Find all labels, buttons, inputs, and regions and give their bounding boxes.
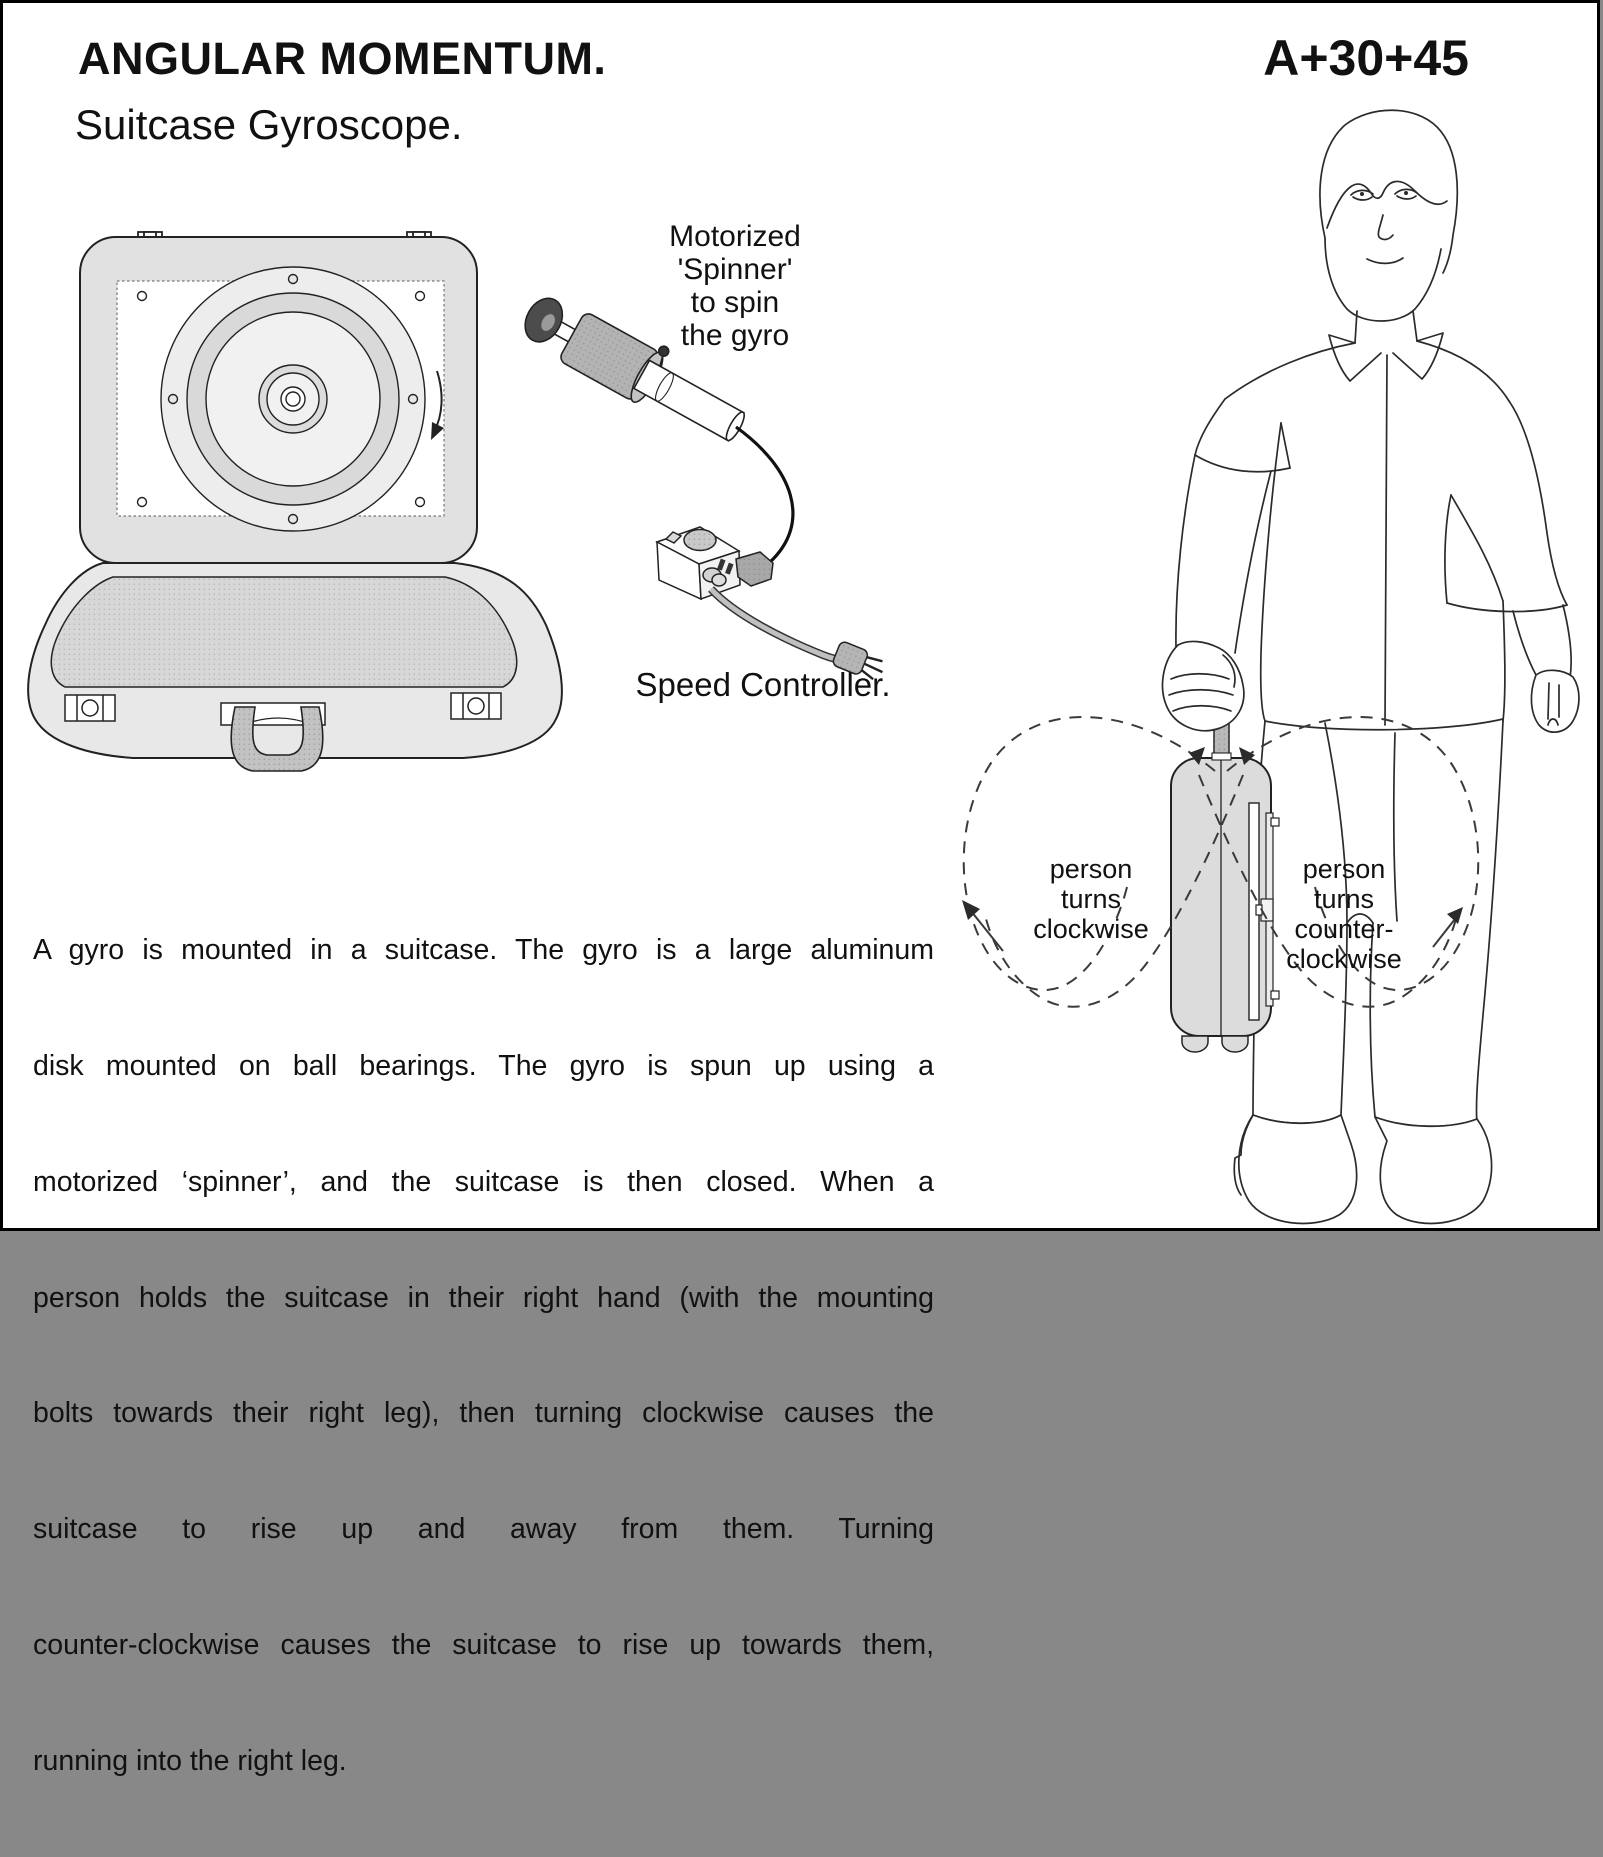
page-subtitle: Suitcase Gyroscope.	[75, 101, 463, 148]
label-line: clockwise	[1286, 944, 1402, 974]
shirt-placket	[1385, 355, 1387, 725]
gyro-disk	[161, 267, 425, 531]
case-foot	[1222, 1036, 1248, 1052]
power-cord	[711, 589, 855, 660]
person-left-fist	[1163, 641, 1244, 730]
spinner-handle	[634, 360, 744, 440]
spinner-cable	[736, 427, 793, 563]
person-right-hand	[1531, 670, 1579, 732]
person-hair	[1320, 110, 1457, 273]
turn-counterclockwise-label	[1263, 854, 1425, 974]
open-suitcase-figure	[28, 232, 562, 771]
spinner-label-line: the gyro	[680, 319, 790, 352]
suitcase-bottom-shell	[28, 563, 562, 771]
description-line: suitcase to rise up and away from them. Turning	[33, 1513, 934, 1546]
catalog-code: A+30+45	[1263, 30, 1469, 86]
speed-controller-figure	[657, 527, 888, 683]
label-line: turns	[1060, 884, 1122, 914]
person-mouth	[1367, 258, 1403, 263]
description-line: running into the right leg.	[33, 1744, 347, 1777]
spinner-label	[635, 220, 835, 352]
case-foot	[1182, 1036, 1208, 1052]
description-line: person holds the suitcase in their right hand (with the mounting	[33, 1281, 934, 1314]
person-left-shoe	[1239, 1115, 1357, 1223]
person-right-shoe	[1375, 1117, 1492, 1223]
label-line: person	[1049, 854, 1133, 884]
description-line: bolts towards their right leg), then turning clockwise causes the	[33, 1397, 934, 1430]
spinner-label-line: 'Spinner'	[677, 253, 793, 286]
description-line: disk mounted on ball bearings. The gyro is spun up using a	[33, 1049, 934, 1082]
description-paragraph	[33, 854, 934, 1857]
person-nose	[1378, 215, 1393, 239]
person-face	[1325, 238, 1441, 321]
description-line: motorized ‘spinner’, and the suitcase is then closed. When a	[33, 1165, 934, 1198]
label-line: clockwise	[1033, 914, 1149, 944]
description-line: counter-clockwise causes the suitcase to rise up towards them,	[33, 1628, 934, 1661]
label-line: turns	[1313, 884, 1375, 914]
speed-controller-label: Speed Controller.	[635, 666, 891, 703]
label-line: counter-	[1294, 914, 1394, 944]
description-line: A gyro is mounted in a suitcase. The gyro is a large aluminum	[33, 934, 934, 967]
label-line: person	[1302, 854, 1386, 884]
spinner-label-line: Motorized	[669, 220, 801, 253]
turn-clockwise-label	[1010, 854, 1172, 944]
page-title: ANGULAR MOMENTUM.	[78, 33, 607, 84]
spinner-label-line: to spin	[690, 286, 780, 319]
clockwise-arrow-icon	[962, 900, 1003, 951]
